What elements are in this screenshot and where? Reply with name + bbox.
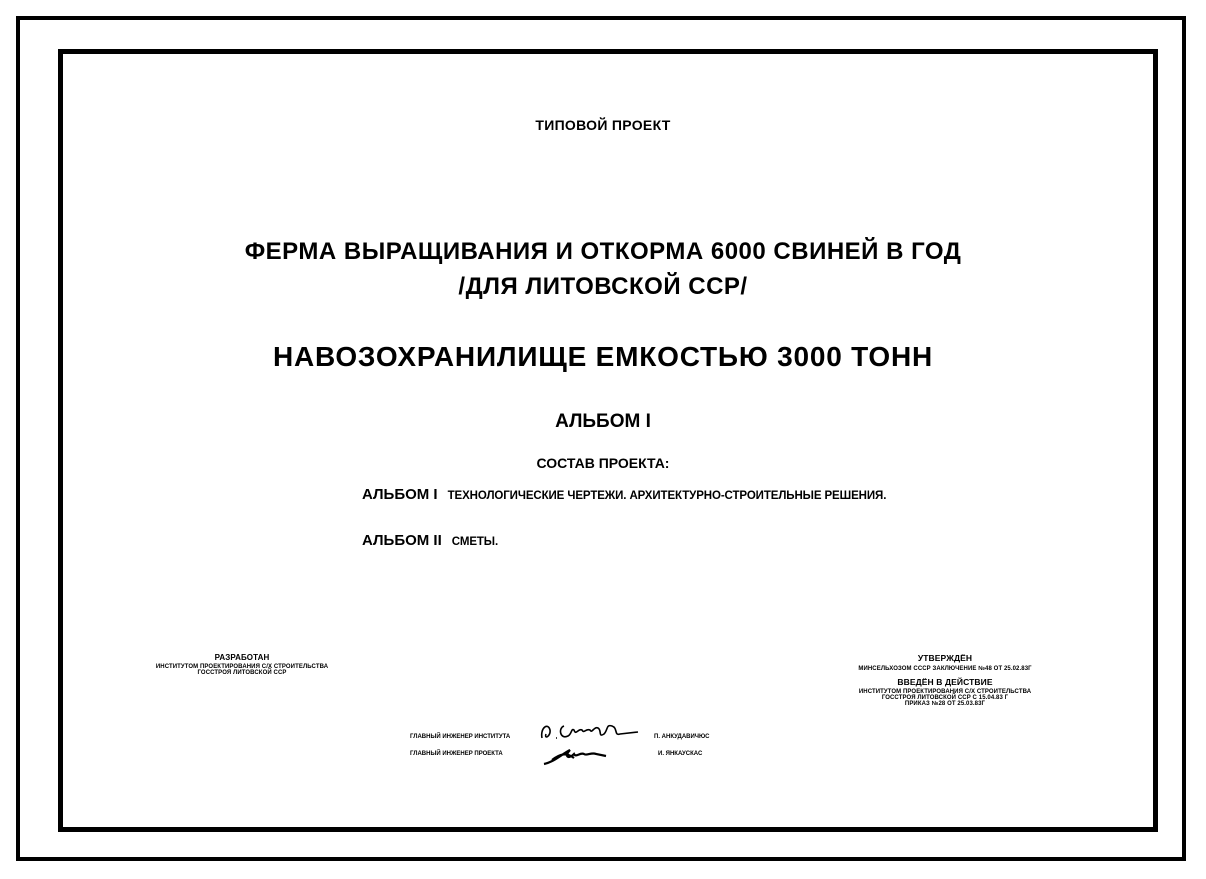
approval-line: ИНСТИТУТОМ ПРОЕКТИРОВАНИЯ С/Х СТРОИТЕЛЬСТВА — [858, 689, 1032, 695]
album-number: АЛЬБОМ I — [555, 411, 651, 432]
enactment-heading: ВВЕДЁН В ДЕЙСТВИЕ — [897, 676, 993, 687]
composition-item — [362, 532, 498, 549]
signature-institute — [538, 718, 658, 744]
composition-album-id: АЛЬБОМ II — [362, 532, 442, 549]
chief-engineer-institute-name: П. АНКУДАВИЧЮС — [654, 734, 710, 740]
developer-line: ИНСТИТУТОМ ПРОЕКТИРОВАНИЯ С/Х СТРОИТЕЛЬСТВА — [155, 664, 329, 670]
composition-item — [362, 486, 886, 503]
chief-engineer-project-name: И. ЯНКАУСКАС — [658, 751, 703, 757]
chief-engineer-project-label: ГЛАВНЫЙ ИНЖЕНЕР ПРОЕКТА — [410, 751, 503, 757]
document-type-header: ТИПОВОЙ ПРОЕКТ — [535, 117, 671, 133]
project-region: /ДЛЯ ЛИТОВСКОЙ ССР/ — [458, 273, 748, 300]
approval-heading: УТВЕРЖДЁН — [917, 653, 973, 663]
chief-engineer-institute-label: ГЛАВНЫЙ ИНЖЕНЕР ИНСТИТУТА — [410, 734, 511, 740]
developer-block — [130, 654, 354, 676]
composition-heading: СОСТАВ ПРОЕКТА: — [536, 455, 670, 471]
project-title: ФЕРМА ВЫРАЩИВАНИЯ И ОТКОРМА 6000 СВИНЕЙ В ГОД — [244, 238, 962, 265]
composition-album-description: СМЕТЫ. — [451, 536, 499, 548]
project-subtitle: НАВОЗОХРАНИЛИЩЕ ЕМКОСТЬЮ 3000 ТОНН — [272, 341, 934, 372]
approval-line: МИНСЕЛЬХОЗОМ СССР ЗАКЛЮЧЕНИЕ №48 ОТ 25.02.83Г — [858, 665, 1032, 672]
approval-line: ГОССТРОЯ ЛИТОВСКОЙ ССР С 15.04.83 Г — [881, 695, 1009, 701]
inner-border — [58, 49, 1158, 832]
approval-line: ПРИКАЗ №28 ОТ 25.03.83Г — [904, 701, 986, 707]
developer-heading: РАЗРАБОТАН — [214, 653, 270, 662]
developer-line: ГОССТРОЯ ЛИТОВСКОЙ ССР — [197, 670, 287, 676]
composition-album-description: ТЕХНОЛОГИЧЕСКИЕ ЧЕРТЕЖИ. АРХИТЕКТУРНО-СТРОИТЕЛЬНЫЕ РЕШЕНИЯ. — [447, 490, 887, 502]
signature-block — [410, 720, 710, 780]
composition-album-id: АЛЬБОМ I — [362, 486, 438, 503]
signature-project — [540, 742, 650, 768]
approval-block — [820, 652, 1070, 707]
